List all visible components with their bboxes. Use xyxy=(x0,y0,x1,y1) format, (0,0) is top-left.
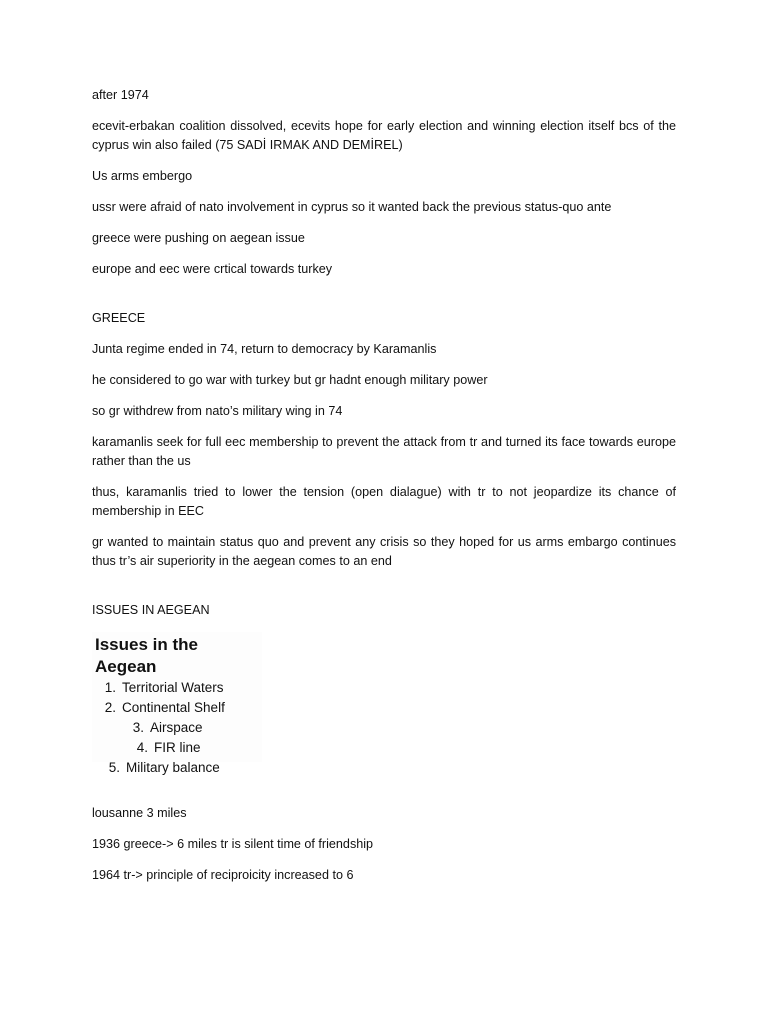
paragraph-after-1974: after 1974 xyxy=(92,88,149,102)
figure-list-item: 1. Territorial Waters xyxy=(104,680,224,695)
paragraph-coalition: ecevit-erbakan coalition dissolved, ecevits hope for early election and winning election itself bcs of the cyprus win also failed (75 SADİ IRMAK AND DEMİREL) xyxy=(92,119,676,152)
spacer xyxy=(92,571,676,601)
paragraph-greece-pushing: greece were pushing on aegean issue xyxy=(92,231,305,245)
figure-list-item: 3. Airspace xyxy=(132,720,203,735)
figure-title: Issues in the Aegean xyxy=(95,635,198,676)
paragraph-ussr: ussr were afraid of nato involvement in cyprus so it wanted back the previous status-quo ante xyxy=(92,200,612,214)
paragraph-eec-membership: karamanlis seek for full eec membership to prevent the attack from tr and turned its face towards europe rather than the us xyxy=(92,435,676,468)
figure-list-item: 4. FIR line xyxy=(136,740,201,755)
figure-list-item: 5. Military balance xyxy=(108,760,220,775)
heading-greece: GREECE xyxy=(92,311,146,325)
figure-list xyxy=(92,678,262,778)
paragraph-status-quo: gr wanted to maintain status quo and prevent any crisis so they hoped for us arms embargo continues thus tr’s air superiority in the aegean comes to an end xyxy=(92,535,676,568)
paragraph-1964: 1964 tr-> principle of reciproicity increased to 6 xyxy=(92,868,354,882)
heading-issues-in-aegean: ISSUES IN AEGEAN xyxy=(92,603,210,617)
paragraph-lausanne: lousanne 3 miles xyxy=(92,806,187,820)
paragraph-war-consideration: he considered to go war with turkey but gr hadnt enough military power xyxy=(92,373,488,387)
spacer xyxy=(92,279,676,309)
paragraph-arms-embargo: Us arms embergo xyxy=(92,169,193,183)
figure-list-item: 2. Continental Shelf xyxy=(104,700,225,715)
paragraph-junta: Junta regime ended in 74, return to democracy by Karamanlis xyxy=(92,342,437,356)
aegean-issues-figure xyxy=(92,632,262,775)
paragraph-lower-tension: thus, karamanlis tried to lower the tension (open dialague) with tr to not jeopardize its chance of membership in EEC xyxy=(92,485,676,518)
paragraph-1936: 1936 greece-> 6 miles tr is silent time of friendship xyxy=(92,837,374,851)
paragraph-europe-eec: europe and eec were crtical towards turkey xyxy=(92,262,333,276)
paragraph-nato-withdrawal: so gr withdrew from nato’s military wing in 74 xyxy=(92,404,343,418)
